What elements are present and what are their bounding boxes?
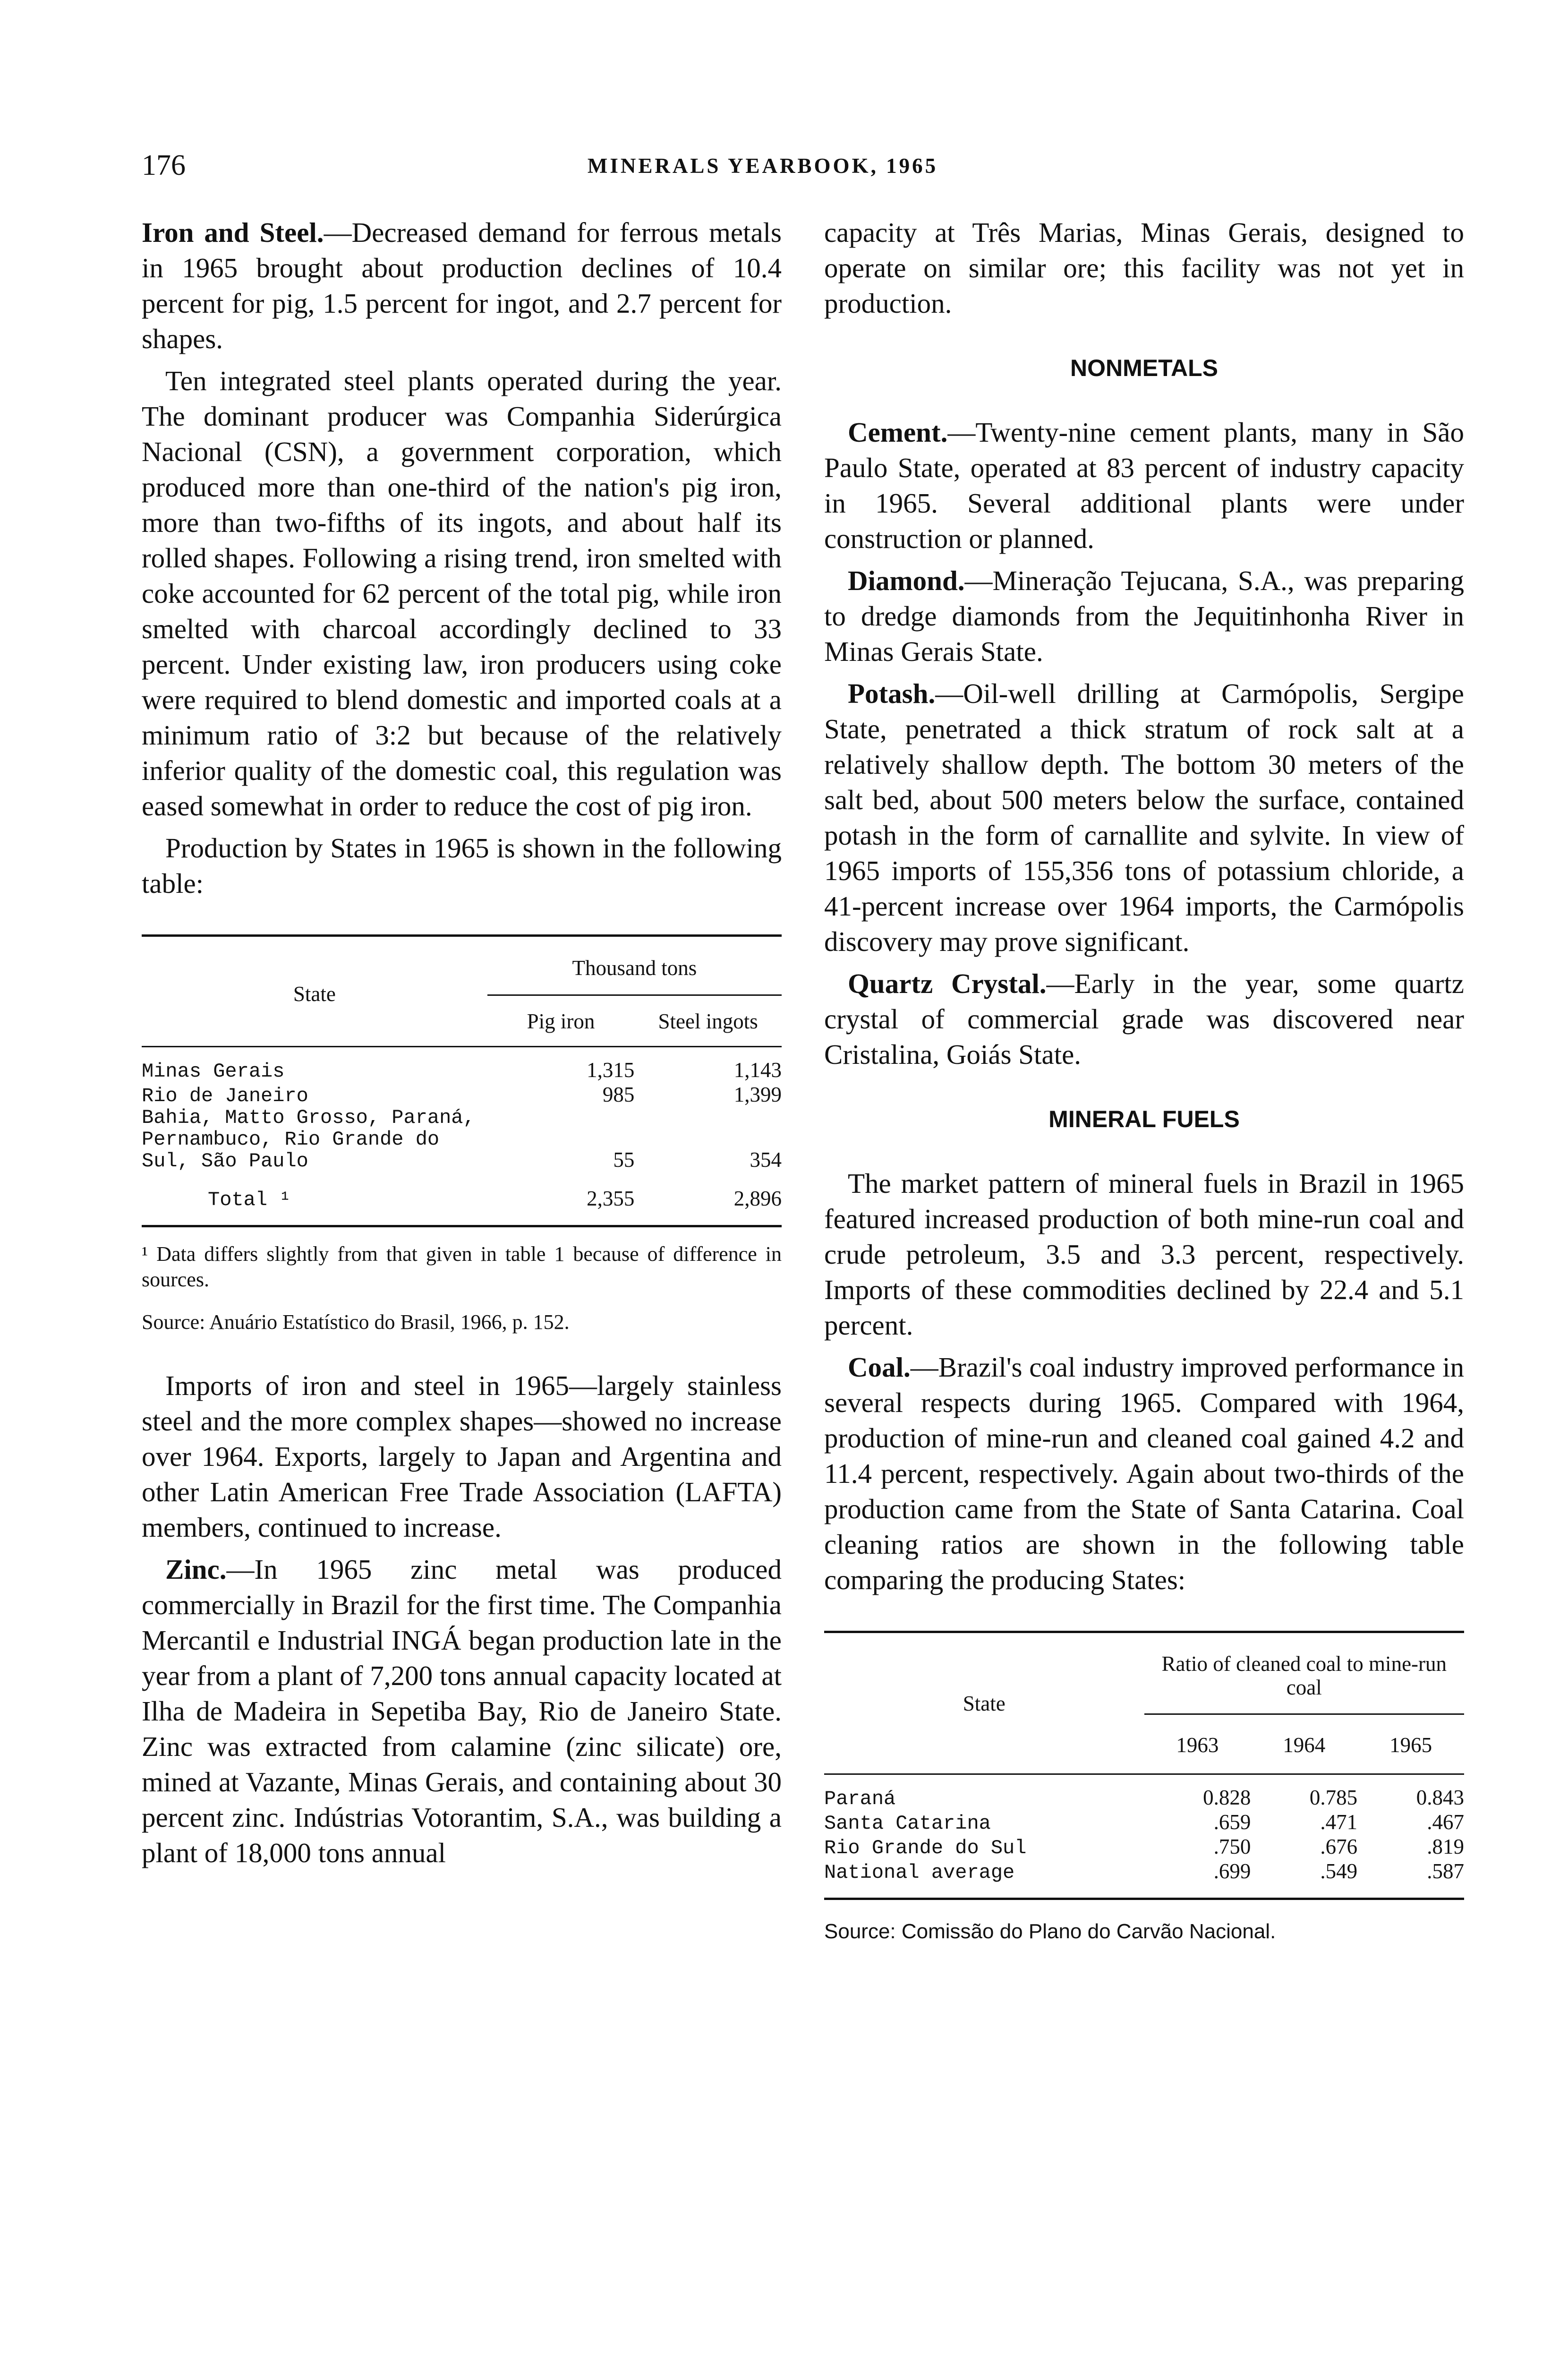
production-total-pig: 2,355 xyxy=(587,1187,635,1210)
table-row xyxy=(824,1785,1464,1810)
production-intro-paragraph: Production by States in 1965 is shown in the following table: xyxy=(142,832,782,899)
page-header xyxy=(142,149,1384,187)
coal-source: Source: Comissão do Plano do Carvão Nacional. xyxy=(824,1920,1276,1943)
production-row-state: Bahia, Matto Grosso, Paraná, Pernambuco, Rio Grande do Sul, São Paulo xyxy=(142,1106,475,1172)
steel-plants-paragraph: Ten integrated steel plants operated during the year. The dominant producer was Companhia Siderúrgica Nacional (CSN), a government corporation, which produced more than one-third of the nation's pig iron, more than two-fifths of its ingots, and about half its rolled shapes. Following a rising trend, iron smelted with coke accounted for 62 percent of the total pig, while iron smelted with charcoal accordingly declined to 33 percent. Under existing law, iron producers using coke were required to blend domestic and imported coals at a minimum ratio of 3:2 but because of the relatively inferior quality of the domestic coal, this regulation was eased somewhat in order to reduce the cost of pig iron. xyxy=(142,365,782,822)
coal-paragraph xyxy=(824,1350,1464,1598)
potash-paragraph xyxy=(824,676,1464,959)
coal-row-1965: .819 xyxy=(1427,1835,1464,1858)
coal-col-state: State xyxy=(824,1632,1144,1774)
quartz-heading: Quartz Crystal. xyxy=(848,968,1047,999)
page-number: 176 xyxy=(142,149,186,181)
coal-row-state: Rio Grande do Sul xyxy=(824,1837,1027,1859)
coal-row-1965: .587 xyxy=(1427,1859,1464,1883)
production-row-steel: 1,399 xyxy=(733,1083,782,1106)
table-row xyxy=(824,1810,1464,1834)
production-table-block xyxy=(142,934,782,1335)
cement-text: —Twenty-nine cement plants, many in São Paulo State, operated at 83 percent of industry capacity in 1965. Several additional plants were under construction or planned. xyxy=(824,417,1464,554)
diamond-heading: Diamond. xyxy=(848,565,965,596)
production-row-state: Rio de Janeiro xyxy=(142,1085,308,1107)
potash-heading: Potash. xyxy=(848,678,936,709)
coal-row-state: National average xyxy=(824,1861,1015,1884)
production-col-state: State xyxy=(142,936,487,1047)
zinc-continued-paragraph: capacity at Três Marias, Minas Gerais, designed to operate on similar ore; this facility was not yet in production. xyxy=(824,217,1464,319)
coal-row-1964: .676 xyxy=(1320,1835,1358,1858)
production-total-steel: 2,896 xyxy=(733,1187,782,1210)
table-row xyxy=(824,1859,1464,1883)
production-col-steel: Steel ingots xyxy=(634,995,782,1047)
table-row-total xyxy=(142,1186,782,1211)
quartz-text: —Early in the year, some quartz crystal of commercial grade was discovered near Cristalina, Goiás State. xyxy=(824,968,1464,1070)
coal-heading: Coal. xyxy=(848,1352,911,1383)
coal-row-1964: 0.785 xyxy=(1309,1786,1358,1809)
production-row-steel: 354 xyxy=(750,1148,782,1172)
coal-row-1964: .549 xyxy=(1320,1859,1358,1883)
cement-paragraph xyxy=(824,415,1464,556)
coal-table-block xyxy=(824,1631,1464,1944)
production-col-group: Thousand tons xyxy=(487,936,782,995)
production-row-pig: 1,315 xyxy=(587,1058,635,1082)
left-column xyxy=(142,215,782,1877)
production-row-pig: 55 xyxy=(613,1148,635,1172)
production-table xyxy=(142,934,782,1227)
coal-col-group: Ratio of cleaned coal to mine-run coal xyxy=(1144,1632,1465,1714)
table-row xyxy=(824,1834,1464,1859)
iron-steel-text: —Decreased demand for ferrous metals in 1965 brought about production declines of 10.4 percent for pig, 1.5 percent for ingot, and 2.7 percent for shapes. xyxy=(142,217,782,354)
quartz-paragraph xyxy=(824,966,1464,1072)
coal-row-state: Paraná xyxy=(824,1788,896,1810)
production-col-pig: Pig iron xyxy=(487,995,635,1047)
zinc-text: —In 1965 zinc metal was produced commercially in Brazil for the first time. The Companhia Mercantil e Industrial INGÁ began production late in the year from a plant of 7,200 tons annual capacity located at Ilha de Madeira in Sepetiba Bay, Rio de Janeiro State. Zinc was extracted from calamine (zinc silicate) ore, mined at Vazante, Minas Gerais, and containing about 30 percent zinc. Indústrias Votorantim, S.A., was building a plant of 18,000 tons annual xyxy=(142,1554,782,1868)
coal-row-1965: 0.843 xyxy=(1416,1786,1464,1809)
diamond-paragraph xyxy=(824,563,1464,669)
nonmetals-heading: NONMETALS xyxy=(1070,355,1218,381)
right-column xyxy=(824,215,1464,1944)
diamond-text: —Mineração Tejucana, S.A., was preparing to dredge diamonds from the Jequitinhonha River in Minas Gerais State. xyxy=(824,565,1464,667)
coal-row-1963: 0.828 xyxy=(1203,1786,1251,1809)
mineral-fuels-heading: MINERAL FUELS xyxy=(1048,1106,1240,1132)
coal-col-year: 1963 xyxy=(1144,1714,1251,1774)
zinc-heading: Zinc. xyxy=(165,1554,227,1585)
imports-paragraph: Imports of iron and steel in 1965—largely stainless steel and the more complex shapes—showed no increase over 1964. Exports, largely to Japan and Argentina and other Latin American Free Trade Association (LAFTA) members, continued to increase. xyxy=(142,1370,782,1543)
production-row-steel: 1,143 xyxy=(733,1058,782,1082)
production-row-state: Minas Gerais xyxy=(142,1060,285,1083)
cement-heading: Cement. xyxy=(848,417,948,448)
production-footnote: ¹ Data differs slightly from that given in table 1 because of difference in sources. xyxy=(142,1242,782,1291)
fuels-paragraph: The market pattern of mineral fuels in Brazil in 1965 featured increased production of both mine-run coal and crude petroleum, 3.5 and 3.3 percent, respectively. Imports of these commodities declined by 22.4 and 5.1 percent. xyxy=(824,1168,1464,1341)
coal-row-1965: .467 xyxy=(1427,1810,1464,1834)
coal-row-1964: .471 xyxy=(1320,1810,1358,1834)
table-row xyxy=(142,1107,782,1172)
table-row xyxy=(142,1082,782,1107)
coal-row-1963: .750 xyxy=(1213,1835,1251,1858)
coal-row-1963: .699 xyxy=(1213,1859,1251,1883)
coal-row-state: Santa Catarina xyxy=(824,1812,991,1835)
coal-text: —Brazil's coal industry improved performance in several respects during 1965. Compared with 1964, production of mine-run and cleaned coal gained 4.2 and 11.4 percent, respectively. Again about two-thirds of the production came from the State of Santa Catarina. Coal cleaning ratios are shown in the following table comparing the producing States: xyxy=(824,1352,1465,1595)
production-row-pig: 985 xyxy=(602,1083,635,1106)
production-total-label: Total ¹ xyxy=(208,1189,291,1211)
production-source: Source: Anuário Estatístico do Brasil, 1966, p. 152. xyxy=(142,1310,570,1334)
coal-col-year: 1965 xyxy=(1357,1714,1464,1774)
iron-steel-paragraph xyxy=(142,215,782,357)
coal-ratio-table xyxy=(824,1631,1464,1900)
iron-steel-heading: Iron and Steel. xyxy=(142,217,324,248)
zinc-paragraph xyxy=(142,1552,782,1871)
coal-row-1963: .659 xyxy=(1213,1810,1251,1834)
running-title: MINERALS YEARBOOK, 1965 xyxy=(587,154,938,178)
coal-col-year: 1964 xyxy=(1251,1714,1357,1774)
table-row xyxy=(142,1058,782,1082)
potash-text: —Oil-well drilling at Carmópolis, Sergipe State, penetrated a thick stratum of rock salt at a relatively shallow depth. The bottom 30 meters of the salt bed, about 500 meters below the surface, contained potash in the form of carnallite and sylvite. In view of 1965 imports of 155,356 tons of potassium chloride, a 41-percent increase over 1964 imports, the Carmópolis discovery may prove significant. xyxy=(824,678,1464,957)
